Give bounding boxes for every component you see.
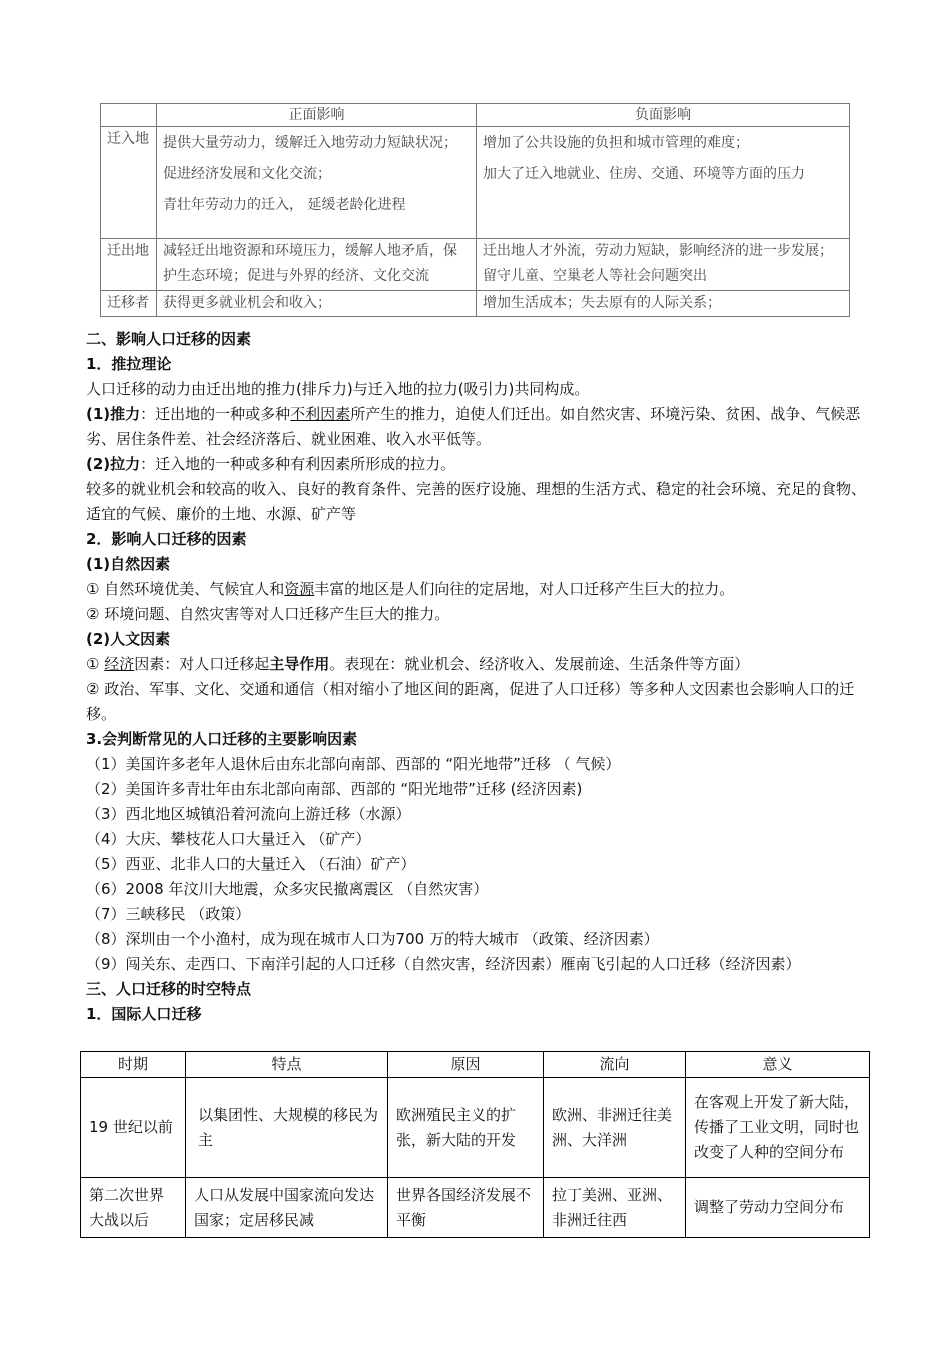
push-label: (1)推力 xyxy=(86,405,141,423)
table-row xyxy=(81,1078,870,1178)
push-text-pre: ：迁出地的一种或多种 xyxy=(140,405,291,423)
human-1-pre: ① xyxy=(86,655,105,673)
pull-examples: 较多的就业机会和较高的收入、良好的教育条件、完善的医疗设施、理想的生活方式、稳定的社会环境、充足的食物、适宜的气候、廉价的土地、水源、矿产等 xyxy=(86,480,867,523)
impact-negative-cell: 增加生活成本；失去原有的人际关系； xyxy=(477,291,850,317)
impact-row-destination xyxy=(101,127,850,239)
impact-row-migrant xyxy=(101,291,850,317)
international-migration-table xyxy=(80,1051,870,1238)
body-text xyxy=(86,327,876,1027)
cell-causes: 欧洲殖民主义的扩张，新大陆的开发 xyxy=(388,1078,544,1178)
impact-negative-line: 增加了公共设施的负担和城市管理的难度； xyxy=(483,135,749,151)
impact-row-label: 迁移者 xyxy=(101,291,157,317)
impact-positive-line: 提供大量劳动力，缓解迁入地劳动力短缺状况； xyxy=(163,135,457,151)
list-item: （4）大庆、攀枝花人口大量迁入 （矿产） xyxy=(86,830,371,848)
natural-1-post: 丰富的地区是人们向往的定居地，对人口迁移产生巨大的拉力。 xyxy=(314,580,735,598)
list-item: （8）深圳由一个小渔村，成为现在城市人口为700 万的特大城市 （政策、经济因素） xyxy=(86,930,659,948)
natural-item-1 xyxy=(86,577,876,602)
sub3-title: 3.会判断常见的人口迁移的主要影响因素 xyxy=(86,730,358,748)
table-row xyxy=(81,1178,870,1238)
header-significance: 意义 xyxy=(686,1052,870,1078)
header-period: 时期 xyxy=(81,1052,186,1078)
push-text-post: 所产生的推力，迫使人们迁出。如自然灾害、环境污染、贫困、战争、气候恶劣、居住条件差、社会经济落后、就业困难、收入水平低等。 xyxy=(86,405,861,448)
human-1-mid: 因素：对人口迁移起 xyxy=(134,655,270,673)
impact-negative-line: 加大了迁入地就业、住房、交通、环境等方面的压力 xyxy=(483,166,805,182)
push-underlined: 不利因素 xyxy=(290,405,351,423)
factor-examples-list xyxy=(86,752,876,977)
impact-header-blank xyxy=(101,104,157,127)
list-item: （5）西亚、北非人口的大量迁入 （石油）矿产） xyxy=(86,855,416,873)
human-title: (2)人文因素 xyxy=(86,630,171,648)
impact-header-positive: 正面影响 xyxy=(157,104,477,127)
cell-features: 人口从发展中国家流向发达国家；定居移民减 xyxy=(186,1178,388,1238)
cell-significance: 调整了劳动力空间分布 xyxy=(686,1178,870,1238)
header-features: 特点 xyxy=(186,1052,388,1078)
natural-1-underlined: 资源 xyxy=(284,580,315,598)
sub1-title: 1．推拉理论 xyxy=(86,355,172,373)
header-causes: 原因 xyxy=(388,1052,544,1078)
cell-features: 以集团性、大规模的移民为主 xyxy=(186,1078,388,1178)
pull-paragraph xyxy=(86,452,876,477)
human-item-2: ② 政治、军事、文化、交通和通信（相对缩小了地区间的距离，促进了人口迁移）等多种人文因素也会影响人口的迁移。 xyxy=(86,680,855,723)
human-item-1 xyxy=(86,652,876,677)
list-item: （3）西北地区城镇沿着河流向上游迁移（水源） xyxy=(86,805,411,823)
impact-row-origin xyxy=(101,239,850,291)
migration-table-header-row xyxy=(81,1052,870,1078)
impact-positive-cell: 获得更多就业机会和收入； xyxy=(157,291,477,317)
cell-period: 第二次世界大战以后 xyxy=(81,1178,186,1238)
cell-period: 19 世纪以前 xyxy=(81,1078,186,1178)
natural-item-2: ② 环境问题、自然灾害等对人口迁移产生巨大的推力。 xyxy=(86,605,450,623)
human-1-bold: 主导作用 xyxy=(269,655,330,673)
section3-title: 三、人口迁移的时空特点 xyxy=(86,980,252,998)
impact-row-label: 迁入地 xyxy=(101,127,157,239)
impact-negative-cell: 迁出地人才外流，劳动力短缺，影响经济的进一步发展；留守儿童、空巢老人等社会问题突出 xyxy=(477,239,850,291)
human-1-post: 。表现在：就业机会、经济收入、发展前途、生活条件等方面） xyxy=(329,655,750,673)
cell-significance: 在客观上开发了新大陆，传播了工业文明，同时也改变了人种的空间分布 xyxy=(686,1078,870,1178)
section2-title: 二、影响人口迁移的因素 xyxy=(86,330,252,348)
pull-label: (2)拉力 xyxy=(86,455,141,473)
list-item: （7）三峡移民 （政策） xyxy=(86,905,251,923)
section3-sub1-title: 1．国际人口迁移 xyxy=(86,1005,202,1023)
sub1-intro: 人口迁移的动力由迁出地的推力(排斥力)与迁入地的拉力(吸引力)共同构成。 xyxy=(86,380,590,398)
impact-row-label: 迁出地 xyxy=(101,239,157,291)
list-item: （6）2008 年汶川大地震，众多灾民撤离震区 （自然灾害） xyxy=(86,880,489,898)
cell-direction: 欧洲、非洲迁往美洲、大洋洲 xyxy=(544,1078,686,1178)
natural-1-pre: ① 自然环境优美、气候宜人和 xyxy=(86,580,285,598)
cell-causes: 世界各国经济发展不平衡 xyxy=(388,1178,544,1238)
sub2-title: 2．影响人口迁移的因素 xyxy=(86,530,247,548)
list-item: （2）美国许多青壮年由东北部向南部、西部的 “阳光地带”迁移 (经济因素) xyxy=(86,780,583,798)
migration-impact-table xyxy=(100,103,850,317)
impact-positive-line: 青壮年劳动力的迁入， 延缓老龄化进程 xyxy=(163,197,406,213)
human-1-underlined: 经济 xyxy=(104,655,135,673)
natural-title: (1)自然因素 xyxy=(86,555,171,573)
impact-table-header-row xyxy=(101,104,850,127)
impact-negative-cell xyxy=(477,127,850,239)
impact-positive-line: 促进经济发展和文化交流； xyxy=(163,166,331,182)
list-item: （9）闯关东、走西口、下南洋引起的人口迁移（自然灾害，经济因素）雁南飞引起的人口迁移（经济因素） xyxy=(86,955,801,973)
list-item: （1）美国许多老年人退休后由东北部向南部、西部的 “阳光地带”迁移 （ 气候） xyxy=(86,755,621,773)
push-paragraph xyxy=(86,402,876,452)
impact-positive-cell xyxy=(157,127,477,239)
impact-positive-cell: 减轻迁出地资源和环境压力，缓解人地矛盾，保护生态环境；促进与外界的经济、文化交流 xyxy=(157,239,477,291)
cell-direction: 拉丁美洲、亚洲、非洲迁往西 xyxy=(544,1178,686,1238)
pull-text: ：迁入地的一种或多种有利因素所形成的拉力。 xyxy=(140,455,456,473)
header-direction: 流向 xyxy=(544,1052,686,1078)
impact-header-negative: 负面影响 xyxy=(477,104,850,127)
